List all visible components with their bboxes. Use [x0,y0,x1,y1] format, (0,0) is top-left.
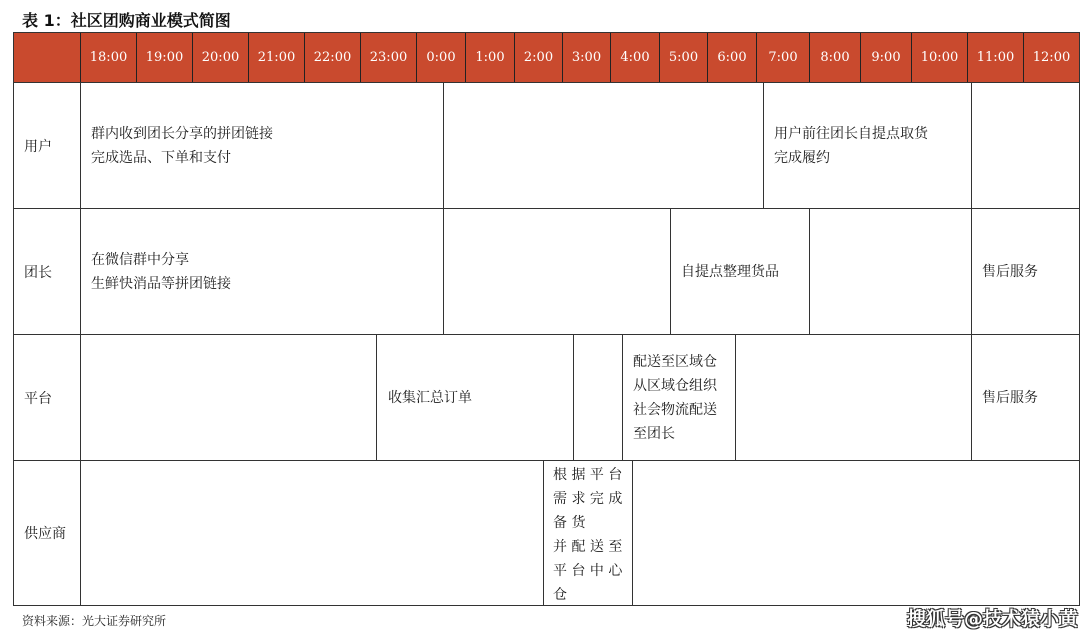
time-cell: 6:00 [707,33,756,82]
time-cell: 19:00 [136,33,192,82]
user-empty-cell-2 [972,83,1079,208]
time-cell: 0:00 [416,33,465,82]
user-pickup-text: 用户前往团长自提点取货 完成履约 [774,125,928,166]
time-cell: 7:00 [756,33,809,82]
leader-sort-text: 自提点整理货品 [681,263,779,280]
platform-empty-cell-3 [736,335,971,460]
schedule-grid [13,83,1080,606]
time-cell: 8:00 [809,33,860,82]
platform-delivery-text: 配送至区域仓 从区域仓组织 社会物流配送 至团长 [633,353,717,442]
row-label-platform: 平台 [24,390,52,407]
time-cell: 10:00 [911,33,967,82]
row-label-user: 用户 [24,138,52,155]
leader-sort-cell [671,209,809,334]
supplier-empty-cell [81,461,543,605]
leader-aftersale-text: 售后服务 [982,263,1038,280]
time-header-row [13,32,1080,83]
leader-aftersale-cell [972,209,1079,334]
time-cell: 9:00 [860,33,911,82]
user-empty-cell [444,83,763,208]
leader-share-cell [81,209,443,334]
supplier-stock-cell [544,461,632,605]
time-cell: 5:00 [659,33,707,82]
time-cell: 18:00 [80,33,136,82]
leader-share-text: 在微信群中分享 生鲜快消品等拼团链接 [91,251,231,292]
time-cell: 2:00 [514,33,562,82]
watermark: 搜狐号@技术猿小黄 [906,608,1078,630]
time-cell: 20:00 [192,33,248,82]
leader-empty-cell [444,209,670,334]
time-cell: 21:00 [248,33,304,82]
platform-collect-text: 收集汇总订单 [388,389,472,406]
time-cell: 22:00 [304,33,360,82]
user-pickup-cell [764,83,971,208]
platform-aftersale-text: 售后服务 [982,389,1038,406]
table-title: 表 1：社区团购商业模式简图 [22,11,231,30]
time-cell: 1:00 [465,33,514,82]
time-cell: 3:00 [562,33,610,82]
supplier-empty-cell-2 [633,461,1079,605]
supplier-stock-text: 根 据 平 台 需 求 完 成 备 货 并 配 送 至 平 台 中 心 仓 [553,467,623,603]
leader-empty-cell-2 [810,209,971,334]
platform-aftersale-cell [972,335,1079,460]
user-order-text: 群内收到团长分享的拼团链接 完成选品、下单和支付 [91,125,273,166]
row-label-leader: 团长 [24,264,52,281]
source-note: 资料来源：光大证券研究所 [22,614,167,628]
time-cell: 12:00 [1023,33,1079,82]
row-label-supplier: 供应商 [24,526,66,542]
platform-collect-cell [377,335,573,460]
platform-empty-cell [81,335,376,460]
time-cell: 23:00 [360,33,416,82]
time-cell: 11:00 [967,33,1023,82]
platform-delivery-cell [623,335,735,460]
platform-empty-cell-2 [574,335,622,460]
time-cell: 4:00 [610,33,659,82]
user-order-cell [81,83,443,208]
